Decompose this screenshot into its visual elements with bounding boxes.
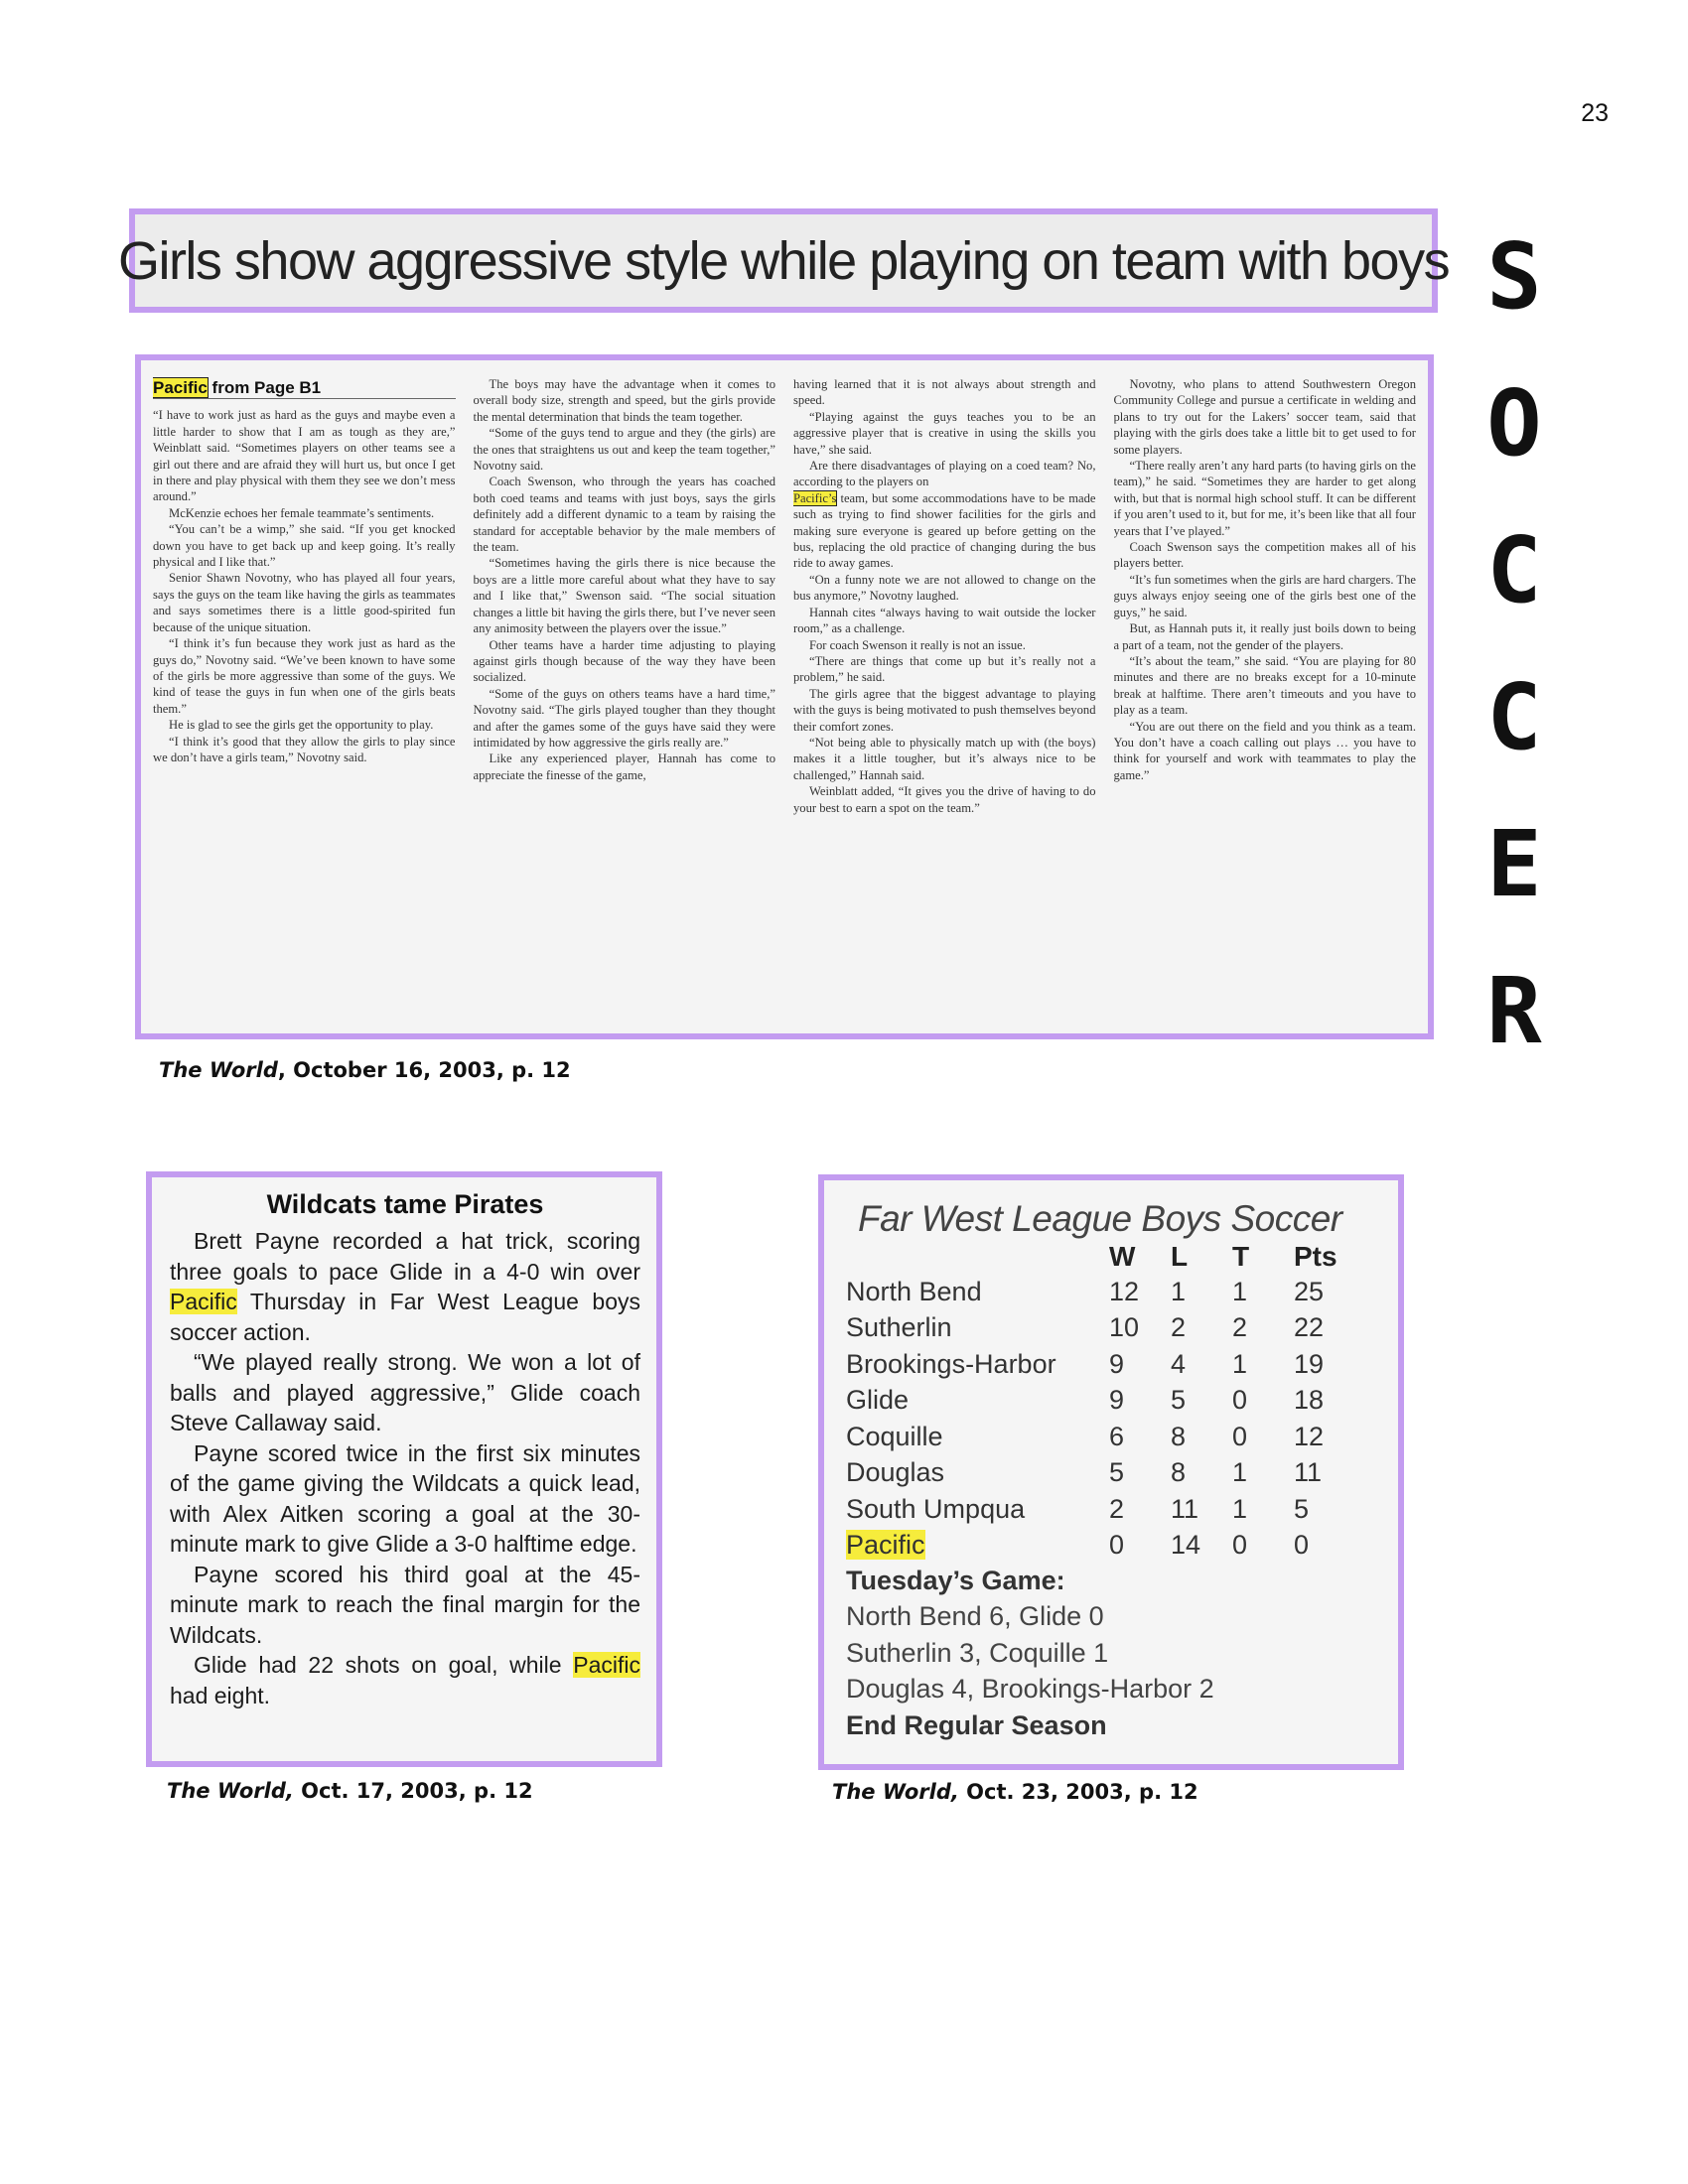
column-header-team: [846, 1240, 1109, 1274]
points: 11: [1294, 1457, 1323, 1488]
table-row: [846, 1310, 1353, 1347]
table-row: [846, 1528, 1353, 1565]
title-letter: C: [1486, 664, 1542, 770]
headline-clipping: [117, 208, 1450, 313]
losses: 14: [1171, 1530, 1201, 1561]
paragraph: [170, 1226, 640, 1347]
ties: 0: [1232, 1421, 1248, 1451]
jump-heading: [153, 380, 456, 399]
team-name: North Bend: [846, 1276, 982, 1306]
losses: 1: [1171, 1276, 1187, 1306]
table-row: [846, 1383, 1353, 1420]
standings-clipping: [818, 1174, 1404, 1770]
wins: 6: [1109, 1421, 1125, 1451]
paragraph: Payne scored his third goal at the 45-minute mark to reach the final margin for the Wildcats.: [170, 1561, 640, 1648]
paragraph-text: Glide had 22 shots on goal, while: [194, 1652, 574, 1678]
caption-publication: The World,: [167, 1779, 294, 1803]
game-result: North Bend 6, Glide 0: [846, 1601, 1104, 1631]
article-column-1: [153, 376, 456, 1024]
ties: 1: [1232, 1457, 1248, 1488]
team-name: Glide: [846, 1385, 910, 1416]
team-name: Douglas: [846, 1457, 945, 1488]
paragraph: He is glad to see the girls get the opportunity to play.: [169, 718, 434, 733]
points: 25: [1294, 1276, 1325, 1306]
paragraph: The boys may have the advantage when it comes to overall body size, strength and speed, but the girls provide the mental determination that binds the team together.: [473, 377, 775, 424]
caption-standings: [832, 1780, 1198, 1804]
team-name: [846, 1528, 1109, 1565]
title-letter: O: [1486, 370, 1542, 477]
highlight-pacifics: Pacific’s: [793, 490, 837, 505]
game-result: Sutherlin 3, Coquille 1: [846, 1637, 1109, 1668]
team-name: South Umpqua: [846, 1493, 1026, 1524]
team-name: Brookings-Harbor: [846, 1348, 1056, 1379]
paragraph: “We played really strong. We won a lot of balls and played aggressive,” Glide coach Steve Callaway said.: [170, 1349, 640, 1435]
points: 18: [1294, 1385, 1325, 1416]
paragraph: Senior Shawn Novotny, who has played all four years, says the guys on the team like having the girls as teammates and says sometimes there is a little good-spirited fun because of the unique situation.: [153, 571, 456, 634]
paragraph: Weinblatt added, “It gives you the drive of having to do your best to earn a spot on the team.”: [793, 784, 1096, 815]
paragraph: “It’s about the team,” she said. “You are playing for 80 minutes and there are no breaks except for a 10-minute break at halftime. There aren’t timeouts and you have to play as a team.: [1113, 653, 1416, 718]
paragraph: “Some of the guys tend to argue and they (the girls) are the ones that straightens us out and keep the team together,” Novotny said.: [473, 426, 775, 474]
ties: 2: [1232, 1312, 1248, 1343]
paragraph-text: had eight.: [170, 1682, 271, 1708]
article-column-2: [474, 376, 776, 1024]
paragraph: [793, 490, 1096, 572]
paragraph: For coach Swenson it really is not an issue.: [809, 637, 1026, 652]
wins: 12: [1109, 1276, 1140, 1306]
wins: 0: [1109, 1530, 1125, 1561]
title-letter: C: [1486, 517, 1542, 623]
highlight-pacific: Pacific: [170, 1289, 237, 1314]
ties: 0: [1232, 1530, 1248, 1561]
jump-heading-text: from Page B1: [207, 378, 322, 397]
games-heading: Tuesday’s Game:: [846, 1566, 1065, 1595]
article-clipping: [135, 354, 1434, 1039]
ties: 1: [1232, 1276, 1248, 1306]
wins: 9: [1109, 1348, 1125, 1379]
caption-date: Oct. 23, 2003, p. 12: [958, 1780, 1198, 1804]
paragraph: “Sometimes having the girls there is nice because the boys are a little more careful about what they have to say and I like that,” Swenson said. “The social situation changes a little bit having the girls there, but I’ve never seen any animosity between the players over the issue.”: [473, 556, 775, 636]
losses: 8: [1171, 1421, 1187, 1451]
wins: 10: [1109, 1312, 1140, 1343]
paragraph: “There are things that come up but it’s really not a problem,” he said.: [793, 653, 1096, 685]
points: 5: [1294, 1493, 1310, 1524]
wins: 9: [1109, 1385, 1125, 1416]
caption-date: Oct. 17, 2003, p. 12: [293, 1779, 533, 1803]
paragraph: The girls agree that the biggest advantage to playing with the guys is being motivated to push themselves beyond their comfort zones.: [793, 686, 1096, 734]
article-headline: Girls show aggressive style while playing on team with boys: [117, 230, 1450, 291]
paragraph: “Playing against the guys teaches you to be an aggressive player that is creative in using the skills you have,” she said.: [793, 409, 1096, 457]
points: 12: [1294, 1421, 1325, 1451]
team-name: Coquille: [846, 1421, 943, 1451]
paragraph: McKenzie echoes her female teammate’s sentiments.: [169, 505, 435, 520]
table-row: [846, 1346, 1353, 1383]
losses: 4: [1171, 1348, 1187, 1379]
season-end-note: End Regular Season: [846, 1709, 1107, 1740]
paragraph: “I think it’s fun because they work just as hard as the guys do,” Novotny said. “We’ve been known to have some of the girls be more aggressive than some of the guys. We kind of tease the guys in fun when one of the girls beats them.”: [153, 636, 456, 716]
standings-title: Far West League Boys Soccer: [858, 1198, 1342, 1239]
caption-wildcats: [167, 1779, 533, 1803]
paragraph: Other teams have a harder time adjusting to playing against girls though because of the way they have been socialized.: [473, 637, 775, 685]
caption-date: , October 16, 2003, p. 12: [277, 1058, 571, 1082]
paragraph: Are there disadvantages of playing on a coed team? No, according to the players on: [793, 459, 1096, 489]
losses: 11: [1171, 1493, 1199, 1524]
paragraph: But, as Hannah puts it, it really just boils down to being a part of a team, not the gender of the players.: [1113, 621, 1416, 652]
paragraph-text: Thursday in Far West League boys soccer action.: [170, 1289, 640, 1345]
page-number: 23: [1581, 99, 1609, 127]
ties: 0: [1232, 1385, 1248, 1416]
standings-table: [846, 1240, 1353, 1564]
paragraph: “You can’t be a wimp,” she said. “If you get knocked down you have to get back up and keep going. It’s really physical and I like that.”: [153, 522, 456, 570]
table-row: [846, 1274, 1353, 1310]
paragraph: “Some of the guys on others teams have a hard time,” Novotny said. “The girls played tougher than they thought and after the games some of the guys have said they were intimidated by how aggressive the girls really are.”: [473, 686, 775, 750]
paragraph: “I think it’s good that they allow the girls to play since we don’t have a girls team,” Novotny said.: [153, 734, 456, 764]
game-result: Douglas 4, Brookings-Harbor 2: [846, 1674, 1214, 1704]
wildcats-headline: Wildcats tame Pirates: [266, 1189, 544, 1219]
wildcats-clipping: [146, 1171, 662, 1767]
points: 0: [1294, 1530, 1310, 1561]
column-header: T: [1232, 1241, 1250, 1272]
caption-publication: The World: [159, 1058, 278, 1082]
highlight-pacific: Pacific: [846, 1530, 925, 1561]
column-header: Pts: [1294, 1241, 1337, 1272]
paragraph: “Not being able to physically match up with (the boys) makes it a little tougher, but it’s always nice to be challenged,” Hannah said.: [793, 735, 1096, 782]
table-row: [846, 1455, 1353, 1492]
paragraph: Payne scored twice in the first six minutes of the game giving the Wildcats a quick lead, with Alex Aitken scoring a goal at the 30-minute mark to give Glide a 3-0 halftime edge.: [170, 1439, 640, 1557]
paragraph-text: team, but some accommodations have to be made such as trying to find shower facilities for the girls and making sure everyone is geared up before getting on the bus, replacing the old practice of changing during the bus ride to away games.: [793, 490, 1096, 571]
ties: 1: [1232, 1493, 1248, 1524]
caption-article: [159, 1058, 571, 1082]
losses: 5: [1171, 1385, 1187, 1416]
paragraph: “It’s fun sometimes when the girls are hard chargers. The guys always enjoy seeing one of the girls best one of the guys,” he said.: [1113, 572, 1416, 619]
highlight-pacific: Pacific: [573, 1652, 640, 1678]
wins: 5: [1109, 1457, 1125, 1488]
paragraph-text: Brett Payne recorded a hat trick, scoring three goals to pace Glide in a 4-0 win over: [170, 1228, 640, 1285]
points: 19: [1294, 1348, 1325, 1379]
paragraph: “I have to work just as hard as the guys and maybe even a little harder to show that I am as tough as they are,” Weinblatt said. “Sometimes players on other teams see a girl out there and are afraid they will hurt us, but once I get in there and play physical with them they see we don’t mess around.”: [153, 408, 456, 504]
soccer-vertical-title: [1460, 204, 1569, 1085]
article-column-4: [1114, 376, 1417, 1024]
table-row: [846, 1419, 1353, 1455]
title-letter: R: [1486, 958, 1542, 1064]
title-letter: S: [1486, 223, 1542, 330]
paragraph: Novotny, who plans to attend Southwestern Oregon Community College and pursue a certificate in welding and plans to try out for the Lakers’ soccer team, said that playing with the girls does take a little bit to get used to for some players.: [1113, 377, 1416, 457]
title-letter: E: [1486, 811, 1542, 917]
team-name: Sutherlin: [846, 1312, 952, 1343]
table-header-row: [846, 1240, 1353, 1274]
losses: 2: [1171, 1312, 1187, 1343]
paragraph: “There really aren’t any hard parts (to having girls on the team),” he said. “Sometimes they are harder to get along with, but that is normal high school stuff. It can be different if you aren’t used to it, but for me, it’s been like that all four years that I’ve played.”: [1113, 459, 1416, 538]
paragraph: Hannah cites “always having to wait outside the locker room,” as a challenge.: [793, 605, 1096, 636]
highlight-pacific: Pacific: [153, 378, 208, 397]
column-header: W: [1109, 1241, 1136, 1272]
paragraph: Coach Swenson says the competition makes all of his players better.: [1113, 540, 1416, 571]
article-column-3: [793, 376, 1096, 1024]
paragraph: having learned that it is not always about strength and speed.: [793, 377, 1096, 408]
column-header: L: [1171, 1241, 1189, 1272]
wins: 2: [1109, 1493, 1125, 1524]
paragraph: [170, 1650, 640, 1710]
paragraph: “On a funny note we are not allowed to change on the bus anymore,” Novotny laughed.: [793, 572, 1096, 604]
paragraph: Like any experienced player, Hannah has come to appreciate the finesse of the game,: [473, 751, 775, 782]
table-row: [846, 1491, 1353, 1528]
paragraph: Coach Swenson, who through the years has coached both coed teams and teams with just boys, says the girls definitely add a different dynamic to a team by raising the standard for acceptable behavior by the male members of the team.: [473, 475, 775, 555]
losses: 8: [1171, 1457, 1187, 1488]
caption-publication: The World,: [832, 1780, 959, 1804]
paragraph: “You are out there on the field and you think as a team. You don’t have a coach calling out plays … you have to think for yourself and work with teammates to play the game.”: [1113, 719, 1416, 782]
points: 22: [1294, 1312, 1325, 1343]
ties: 1: [1232, 1348, 1248, 1379]
